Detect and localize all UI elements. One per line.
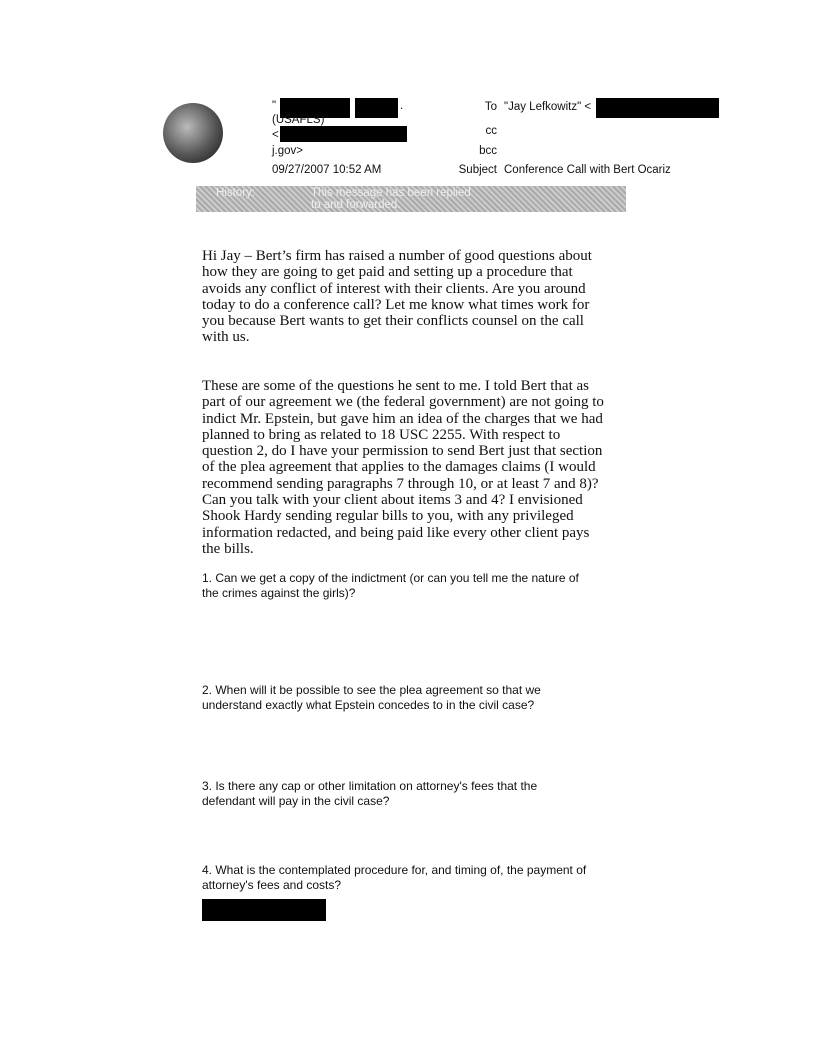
body-line: recommend sending paragraphs 7 through 10, or at least 7 and 8)? (202, 475, 599, 492)
body-paragraph-1 (202, 248, 592, 346)
question-line: 3. Is there any cap or other limitation on attorney's fees that the (202, 779, 538, 793)
question-line: attorney's fees and costs? (202, 878, 342, 892)
from-line3: < (272, 129, 279, 141)
body-line: part of our agreement we (the federal government) are not going to (202, 394, 604, 411)
question-line: the crimes against the girls)? (202, 586, 356, 600)
redaction (355, 98, 398, 118)
body-line: These are some of the questions he sent to me. I told Bert that as (202, 378, 589, 394)
body-line: avoids any conflict of interest with their clients. Are you around (202, 280, 586, 297)
question-line: understand exactly what Epstein concedes to in the civil case? (202, 698, 535, 712)
redaction (596, 98, 719, 118)
bcc-label: bcc (479, 145, 497, 157)
signature-redaction (202, 899, 326, 921)
question-2 (202, 683, 541, 713)
body-line: Hi Jay – Bert’s firm has raised a number of good questions about (202, 248, 592, 264)
redaction (280, 126, 407, 142)
question-1 (202, 571, 579, 601)
subject-label: Subject (458, 164, 497, 176)
body-line: today to do a conference call? Let me know what times work for (202, 296, 590, 313)
question-3 (202, 779, 537, 809)
question-line: 4. What is the contemplated procedure for, and timing of, the payment of (202, 863, 587, 877)
question-4 (202, 863, 586, 893)
body-line: Can you talk with your client about items 3 and 4? I envisioned (202, 492, 583, 509)
sender-avatar-globe-icon (163, 103, 223, 163)
from-line4: j.gov> (272, 145, 304, 157)
history-message-line1: This message has been replied (311, 187, 471, 199)
body-line: with us. (202, 329, 250, 346)
body-line: indict Mr. Epstein, but gave him an idea of the charges that we had (202, 410, 603, 427)
body-line: Shook Hardy sending regular bills to you, with any privileged (202, 508, 574, 525)
question-line: 1. Can we get a copy of the indictment (or can you tell me the nature of (202, 571, 579, 585)
subject-value: Conference Call with Bert Ocariz (504, 164, 671, 176)
sent-date: 09/27/2007 10:52 AM (272, 164, 382, 176)
question-line: 2. When will it be possible to see the plea agreement so that we (202, 683, 541, 697)
history-label: History: (216, 187, 255, 199)
body-line: planned to bring as related to 18 USC 2255. With respect to (202, 426, 561, 443)
body-line: question 2, do I have your permission to send Bert just that section (202, 443, 603, 460)
from-line2: (USAFLS)" (272, 114, 329, 126)
history-bar (196, 186, 626, 212)
to-label: To (484, 101, 497, 113)
body-line: the bills. (202, 540, 254, 557)
history-message-line2: to and forwarded. (311, 199, 401, 211)
body-line: information redacted, and being paid like every other client pays (202, 524, 590, 541)
body-line: of the plea agreement that applies to the damages claims (I would (202, 459, 596, 476)
from-quote: " (272, 100, 277, 112)
question-line: defendant will pay in the civil case? (202, 794, 390, 808)
body-line: you because Bert wants to get their conflicts counsel on the call (202, 313, 584, 330)
to-value: "Jay Lefkowitz" < (504, 101, 592, 113)
body-paragraph-2 (202, 378, 604, 557)
body-line: how they are going to get paid and setting up a procedure that (202, 264, 573, 281)
from-line1-suffix: . (400, 100, 404, 112)
cc-label: cc (485, 125, 497, 137)
